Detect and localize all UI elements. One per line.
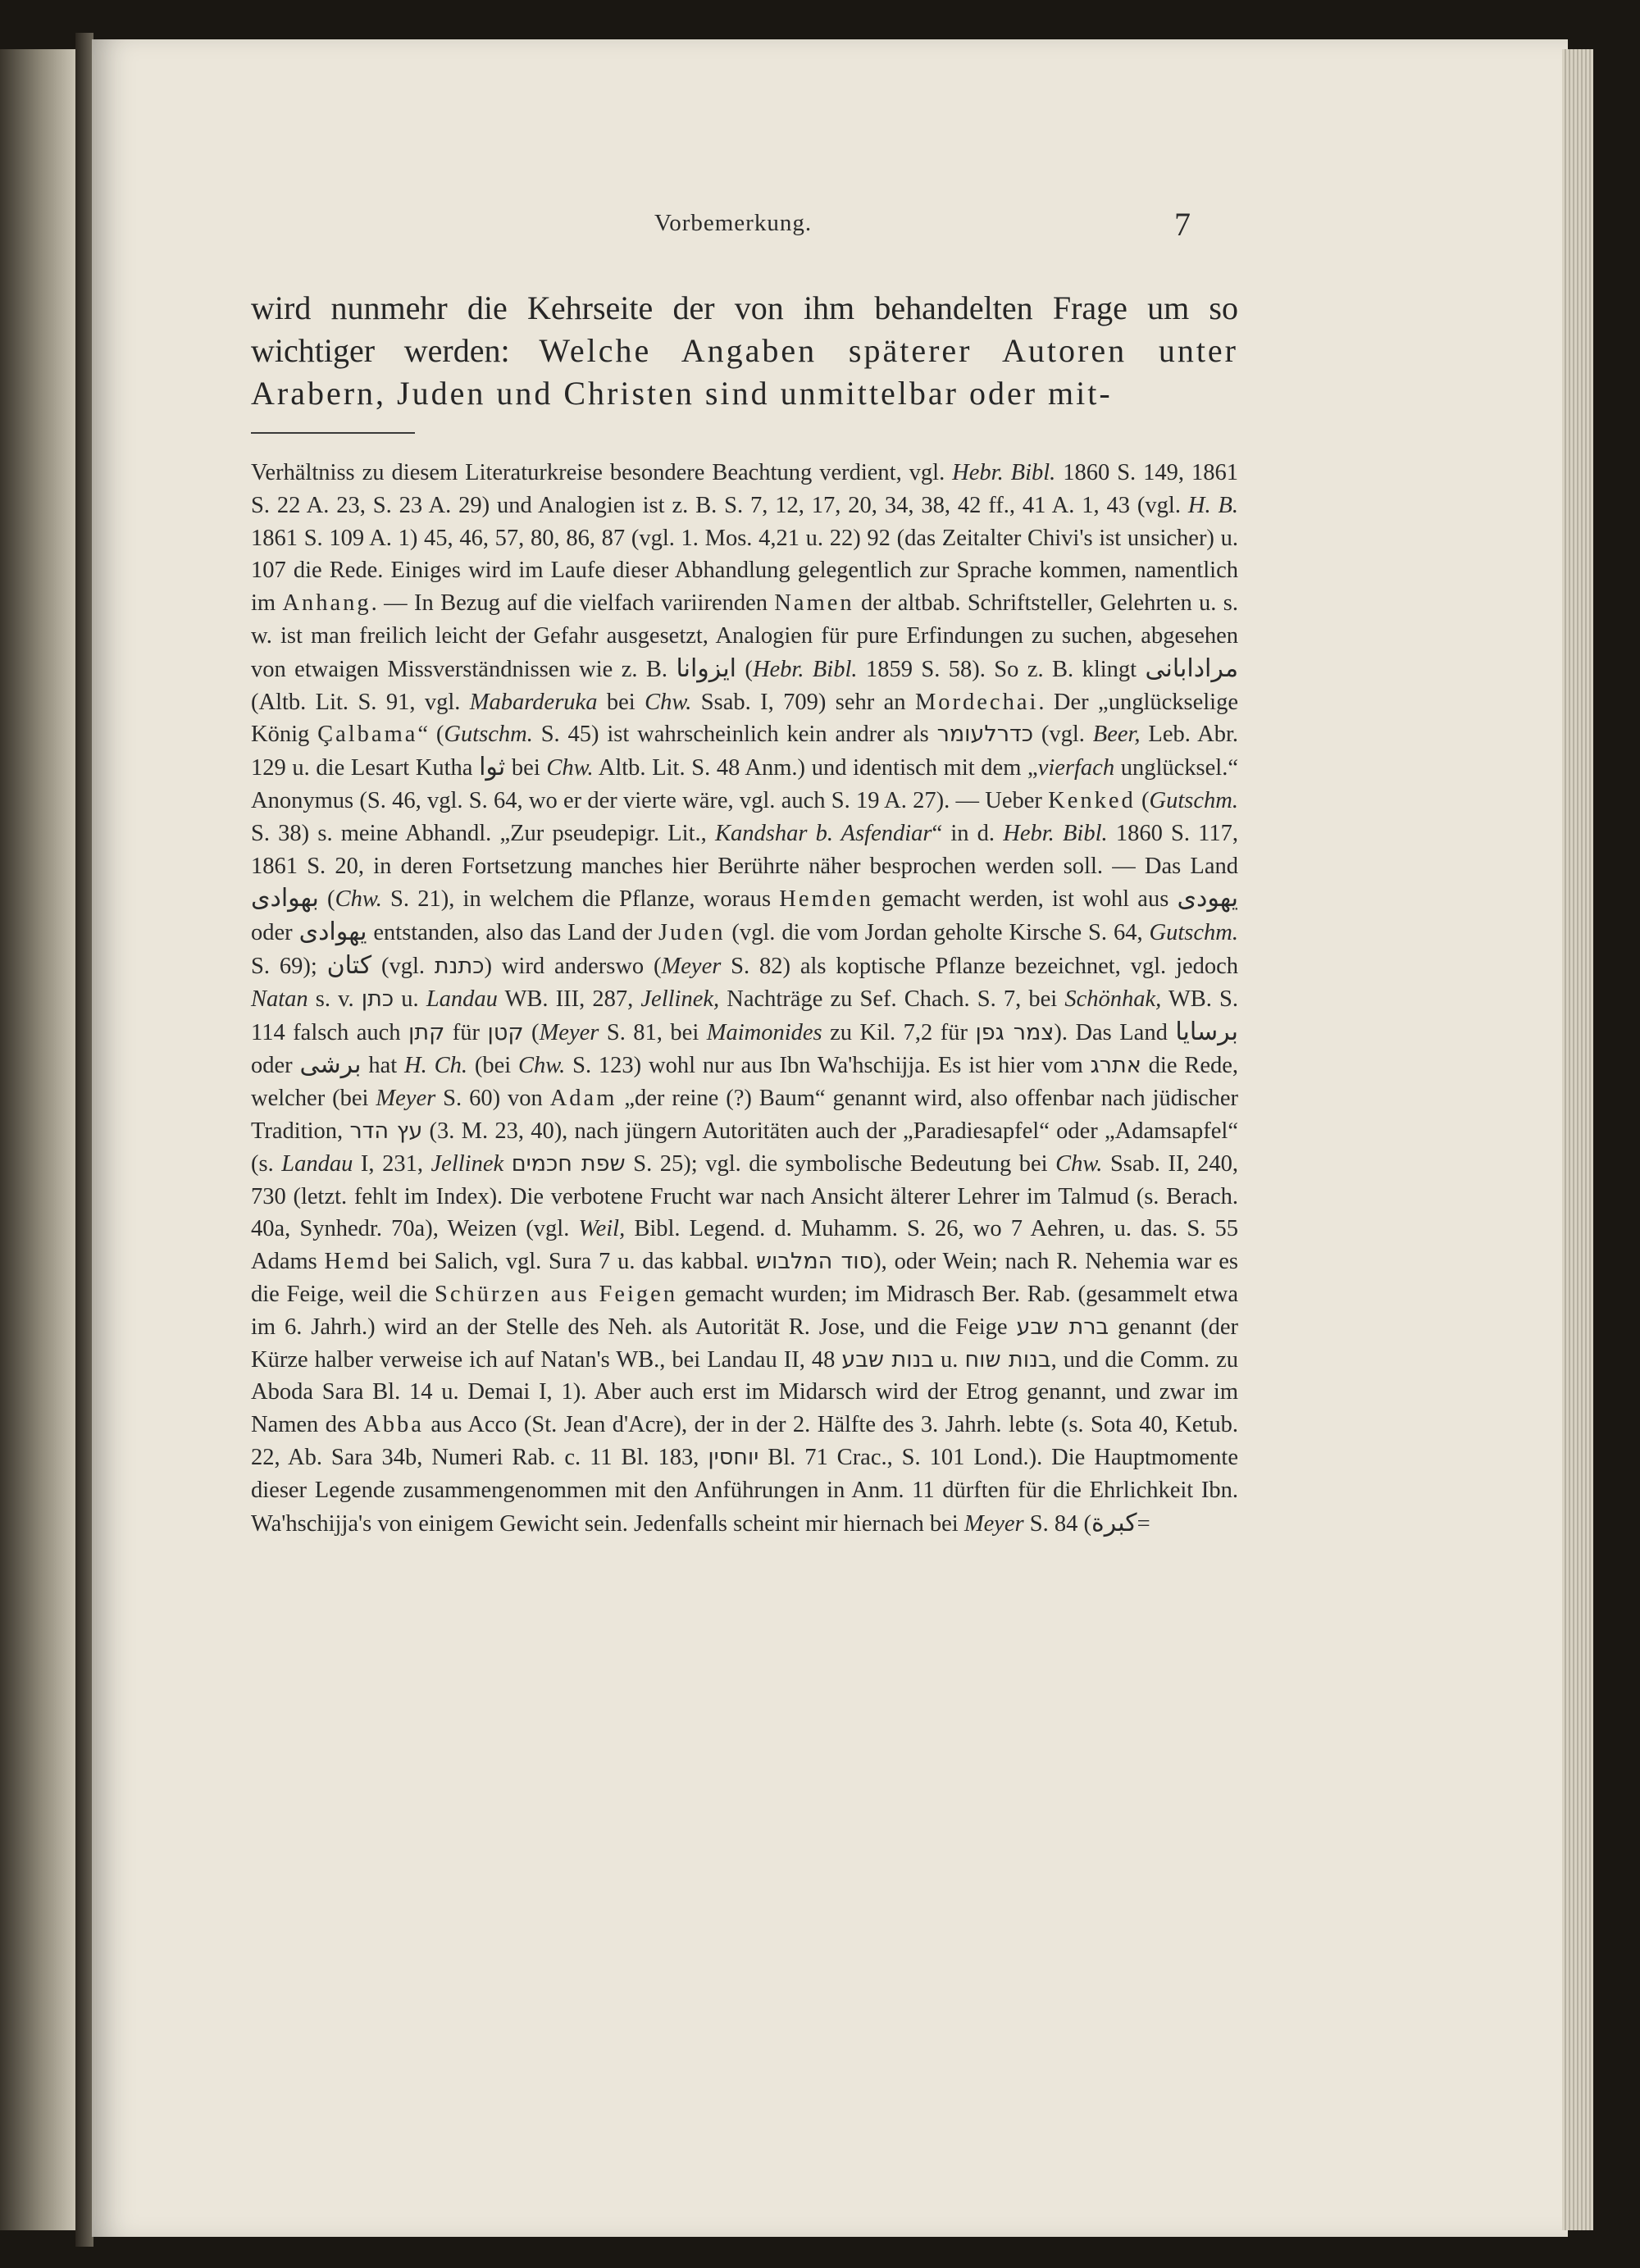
footnote-text: S. 81, bei — [599, 1019, 707, 1045]
footnote-text: ( — [523, 1019, 540, 1045]
footnote-text: Bibl. Legend. d. Muhamm. S. 26, wo 7 Aehren, u. das. S. 55 Adams — [251, 1216, 1238, 1275]
footnote-text: (bei — [467, 1053, 518, 1079]
arabic-word: مرادابانى — [1145, 654, 1239, 683]
arabic-word: ثوا — [479, 753, 506, 782]
arabic-word: برشى — [299, 1050, 362, 1080]
arabic-word: برسايا — [1175, 1017, 1239, 1046]
footnote-text: „der reine (?) Baum“ genannt wird, also offenbar nach jüdischer Tradition, — [251, 1086, 1239, 1144]
footnote-text: u. — [934, 1346, 965, 1373]
footnote-italic: Schönhak, — [1064, 986, 1162, 1012]
footnote-text: bei — [505, 755, 547, 781]
hebrew-word: כתנת — [434, 953, 485, 979]
footnote-text: S. 82) als koptische Pflanze bezeichnet, vgl. jedoch — [721, 953, 1239, 979]
footnote-text: S. 123) wohl nur aus Ibn Wa'hschijja. Es ist hier vom — [565, 1053, 1091, 1079]
footnote-text: . Der „unglückselige König — [251, 689, 1238, 748]
footnote-text: (vgl. — [371, 953, 435, 979]
footnote-text — [503, 1151, 512, 1177]
hebrew-word: סוד המלבוש — [755, 1249, 874, 1275]
hebrew-word: ברת שבע — [1016, 1314, 1109, 1340]
footnote-italic: Chw. — [546, 755, 594, 781]
footnote-text: zu Kil. 7,2 für — [822, 1019, 976, 1045]
footnote-text: (Altb. Lit. S. 91, vgl. — [251, 689, 470, 715]
footnote-text: oder — [251, 1053, 300, 1079]
hebrew-word: קתן — [408, 1019, 445, 1045]
footnote-text: genannt (der Kürze halber verweise ich auf Natan's WB., bei Landau II, 48 — [251, 1314, 1238, 1373]
footnote-text: (vgl. die vom Jordan geholte Kirsche S. 64, — [725, 920, 1150, 946]
hebrew-word: צמר גפן — [975, 1019, 1055, 1045]
footnote-italic: Weil, — [578, 1216, 626, 1242]
footnote-text: Bl. 71 Crac., S. 101 Lond.). Die Hauptmomente dieser Legende zusammengenommen mit den Anführungen in Anm. 11 dürften für die Ehrlichkeit Ibn. Wa'hschijja's von einigem Gewicht sein. Jedenfalls scheint mir hiernach bei — [251, 1444, 1238, 1537]
footnote-text: = — [1137, 1510, 1150, 1537]
footnote — [251, 457, 1238, 1540]
footnote-text: bei — [597, 689, 645, 715]
footnote-text: ( — [318, 886, 335, 913]
footnote-text: aus Acco (St. Jean d'Acre), der in der 2. Hälfte des 3. Jahrh. lebte (s. Sota 40, Ketub. 22, Ab. Sara 34b, Numeri Rab. c. 11 Bl. 183, — [251, 1412, 1238, 1470]
footnote-text: ( — [1135, 787, 1150, 813]
main-text-spaced: Welche Angaben späterer Autoren unter Arabern, Juden und Christen sind unmittelbar oder mit- — [251, 332, 1238, 412]
footnote-text: S. 21), in welchem die Pflanze, woraus — [381, 886, 780, 913]
footnote-text: S. 38) s. meine Abhandl. „Zur pseudepigr. Lit., — [251, 820, 715, 846]
hebrew-word: שפת חכמים — [511, 1150, 626, 1177]
footnote-spaced: Hemd — [324, 1249, 392, 1275]
footnote-text: für — [444, 1019, 488, 1045]
footnote-italic: Gutschm. — [1149, 920, 1238, 946]
footnote-text: gemacht wurden; im Midrasch Ber. Rab. (gesammelt etwa im 6. Jahrh.) wird an der Stelle des Neh. als Autorität R. Jose, und die Feige — [251, 1281, 1238, 1340]
arabic-word: ايزوانا — [676, 654, 737, 683]
footnote-text: 1859 S. 58). So z. B. klingt — [857, 656, 1146, 682]
footnote-text: Leb. Abr. 129 u. die Lesart Kutha — [251, 722, 1239, 781]
footnote-text: “ in d. — [932, 820, 1004, 846]
main-text-plain: wird nunmehr die Kehrseite der von ihm behandelten Frage um so wichtiger werden: — [251, 289, 1238, 369]
footnote-text: 1861 S. 109 A. 1) 45, 46, 57, 80, 86, 87 (vgl. 1. Mos. 4,21 u. 22) 92 (das Zeitalter Chivi's ist unsicher) u. 107 die Rede. Einiges wird im Laufe dieser Abhandlung gelegentlich zur Sprache kommen, namentlich im — [251, 525, 1238, 617]
footnote-spaced: Adam — [549, 1086, 617, 1112]
footnote-spaced: Hemden — [779, 886, 873, 913]
footnote-italic: Chw. — [517, 1053, 566, 1079]
footnote-text: ) wird anderswo ( — [484, 953, 662, 979]
footnote-text: unglücksel.“ Anonymus (S. 46, vgl. S. 64, wo er der vierte wäre, vgl. auch S. 19 A. 27). — Ueber — [251, 755, 1238, 813]
footnote-spaced: Schürzen aus Feigen — [435, 1281, 678, 1307]
footnote-spaced: Namen — [774, 590, 854, 617]
footnote-text: “ ( — [417, 722, 444, 748]
footnote-text: , und die Comm. zu Aboda Sara Bl. 14 u. Demai I, 1). Aber auch erst im Midarsch wird der Etrog genannt, und zwar im Namen des — [251, 1346, 1238, 1438]
footnote-text: der altbab. Schriftsteller, Gelehrten u. s. w. ist man freilich leicht der Gefahr ausgesetzt, Analogien für pure Erfindungen zu suchen, abgesehen von etwaigen Missverständnissen wie z. B. — [251, 590, 1238, 682]
footnote-italic: Beer, — [1092, 722, 1141, 748]
footnote-italic: Hebr. Bibl. — [952, 460, 1056, 485]
footnote-text: die Rede, welcher (bei — [251, 1053, 1239, 1112]
footnote-italic: Hebr. Bibl. — [1003, 820, 1108, 846]
page-edges — [1562, 49, 1593, 2230]
footnote-text: Altb. Lit. S. 48 Anm.) und identisch mit dem „ — [593, 755, 1038, 781]
hebrew-word: כדרלעומר — [936, 722, 1034, 748]
footnote-text: u. — [394, 986, 426, 1012]
footnote-italic: Meyer — [539, 1019, 599, 1045]
footnote-italic: Chw. — [645, 689, 692, 715]
footnote-text: . — In Bezug auf die vielfach variirenden — [371, 590, 775, 617]
footnote-italic: Chw. — [1055, 1150, 1103, 1177]
footnote-text: s. v. — [308, 986, 362, 1012]
hebrew-word: קטן — [487, 1019, 524, 1045]
footnote-italic: Gutschm. — [444, 722, 533, 748]
hebrew-word: בנות שבע — [841, 1346, 935, 1373]
footnote-italic: Meyer — [661, 953, 722, 979]
footnote-text: Ssab. II, 240, 730 (letzt. fehlt im Index). Die verbotene Frucht war nach Ansicht älterer Lehrer im Talmud (s. Berach. 40a, Synhedr. 70a), Weizen (vgl. — [251, 1150, 1239, 1242]
footnote-spaced: Mordechai — [914, 689, 1039, 715]
arabic-word: بهوادى — [251, 884, 319, 913]
footnote-text: I, 231, — [353, 1150, 431, 1177]
footnote-italic: Landau — [281, 1150, 353, 1177]
arabic-word: يهوادى — [298, 918, 367, 947]
footnote-text: 1860 S. 117, 1861 S. 20, in deren Fortsetzung manches hier Berührte näher besprochen werden soll. — Das Land — [251, 820, 1238, 879]
footnote-italic: Jellinek, — [640, 986, 720, 1012]
footnote-italic: Chw. — [335, 886, 382, 913]
footnote-spaced: Anhang — [282, 590, 371, 617]
hebrew-word: יוחסין — [708, 1444, 759, 1470]
footnote-italic: Maimonides — [706, 1019, 822, 1045]
footnote-italic: Jellinek — [430, 1150, 504, 1177]
footnote-text: ). Das Land — [1054, 1019, 1176, 1045]
footnote-rule — [251, 432, 415, 434]
footnote-italic: Mabarderuka — [469, 689, 598, 715]
arabic-word: كتان — [326, 950, 372, 980]
footnote-text: WB. III, 287, — [497, 986, 641, 1012]
footnote-spaced: Çalbama — [317, 722, 418, 748]
footnote-text: (vgl. — [1033, 722, 1093, 748]
hebrew-word: אתרג — [1090, 1053, 1141, 1079]
footnote-text: entstanden, also das Land der — [367, 920, 658, 946]
footnote-italic: Gutschm. — [1149, 787, 1238, 813]
footnote-text: (3. M. 23, 40), nach jüngern Autoritäten auch der „Paradiesapfel“ oder „Adamsapfel“ (s. — [251, 1118, 1238, 1177]
footnote-italic: vierfach — [1037, 755, 1115, 781]
footnote-text: ), oder Wein; nach R. Nehemia war es die Feige, weil die — [251, 1249, 1238, 1307]
footnote-text: S. 25); vgl. die symbolische Bedeutung bei — [625, 1150, 1056, 1177]
facing-page-edge — [0, 49, 75, 2230]
book-gutter — [75, 33, 93, 2247]
footnote-text: S. 45) ist wahrscheinlich kein andrer als — [532, 722, 937, 748]
footnote-italic: Natan — [251, 986, 308, 1012]
footnote-text: S. 60) von — [435, 1086, 550, 1112]
footnote-text: oder — [251, 920, 299, 946]
footnote-italic: H. Ch. — [404, 1053, 467, 1079]
main-paragraph — [251, 287, 1238, 415]
footnote-italic: Meyer — [963, 1510, 1024, 1537]
footnote-text: ( — [736, 656, 753, 682]
page-number: 7 — [1174, 206, 1191, 243]
footnote-italic: Landau — [426, 986, 498, 1012]
footnote-text: 1860 S. 149, 1861 S. 22 A. 23, S. 23 A. 29) und Analogien ist z. B. S. 7, 12, 17, 20, 34, 38, 42 ff., 41 A. 1, 43 (vgl. — [251, 460, 1238, 518]
hebrew-word: כתן — [361, 986, 394, 1012]
footnote-spaced: Juden — [658, 920, 726, 946]
footnote-text: Verhältniss zu diesem Literaturkreise besondere Beachtung verdient, vgl. — [251, 460, 953, 485]
footnote-spaced: Abba — [363, 1412, 424, 1438]
footnote-text: Ssab. I, 709) sehr an — [691, 689, 915, 715]
arabic-word: كبرة — [1091, 1508, 1137, 1537]
footnote-text: S. 84 ( — [1023, 1510, 1091, 1537]
footnote-text: bei Salich, vgl. Sura 7 u. das kabbal. — [391, 1249, 756, 1275]
hebrew-word: בנות שוח — [964, 1346, 1051, 1373]
footnote-text: S. 69); — [251, 953, 327, 979]
footnote-italic: Kandshar b. Asfendiar — [714, 820, 932, 846]
footnote-spaced: Kenked — [1048, 787, 1136, 813]
footnote-text: gemacht werden, ist wohl aus — [872, 886, 1178, 913]
arabic-word: يهودى — [1177, 884, 1239, 913]
footnote-text: hat — [361, 1053, 405, 1079]
footnote-italic: Meyer — [376, 1086, 436, 1112]
footnote-text: Nachträge zu Sef. Chach. S. 7, bei — [719, 986, 1065, 1012]
footnote-italic: H. B. — [1187, 492, 1238, 518]
running-head: Vorbemerkung. — [654, 210, 813, 236]
hebrew-word: עץ הדר — [349, 1118, 423, 1144]
footnote-text: WB. S. 114 falsch auch — [251, 986, 1239, 1045]
footnote-italic: Hebr. Bibl. — [752, 656, 858, 682]
